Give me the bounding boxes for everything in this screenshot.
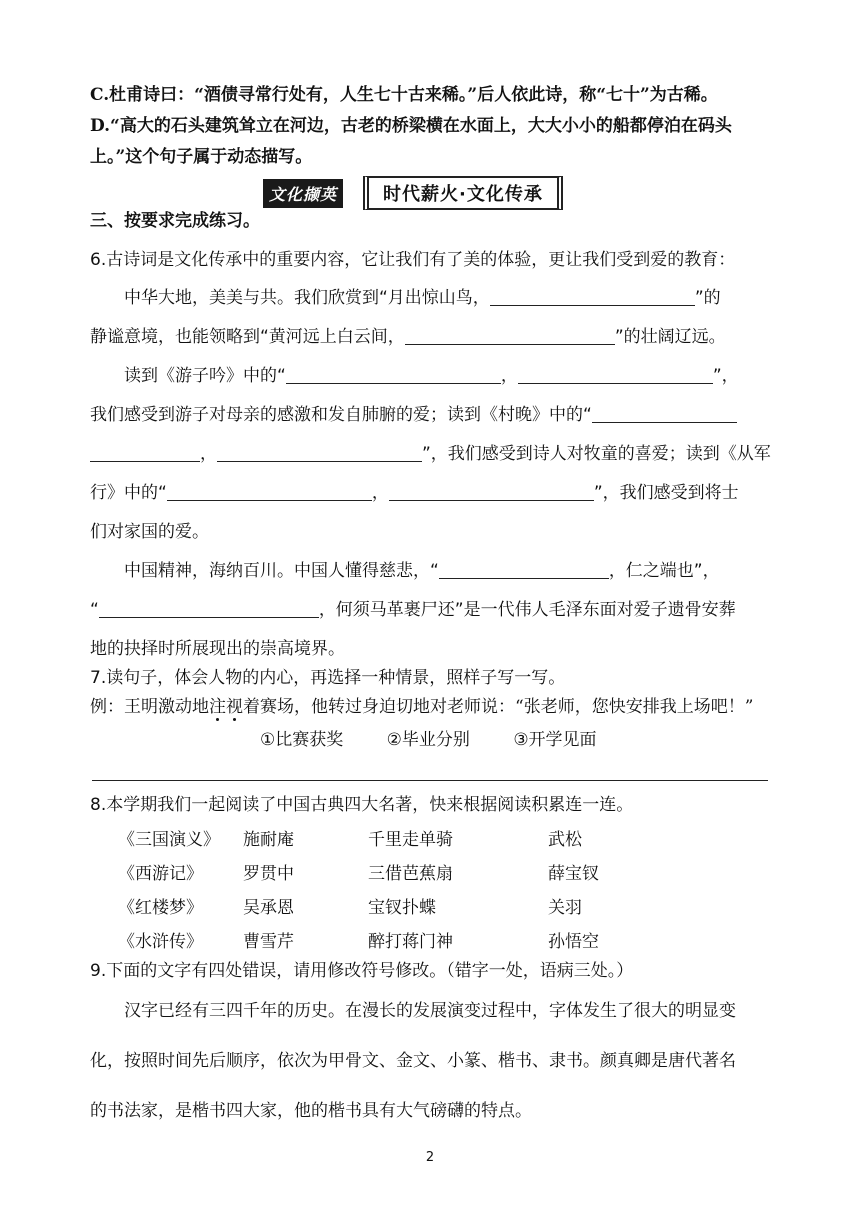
author[interactable]: 施耐庵 (243, 829, 294, 850)
q7-options (260, 725, 635, 750)
q6-line1: 中华大地，美美与共。我们欣赏到“月出惊山鸟， ”的 (124, 288, 721, 308)
option-c: C.杜甫诗曰：“酒债寻常行处有，人生七十古来稀。”后人依此诗，称“七十”为古稀。 (90, 85, 718, 105)
answer-blank[interactable] (405, 326, 615, 345)
matching-grid (118, 820, 628, 956)
character[interactable]: 武松 (548, 829, 582, 850)
answer-blank[interactable] (389, 482, 594, 501)
q6-line4: 我们感受到游子对母亲的感激和发自肺腑的爱；读到《村晚》中的“ (90, 402, 737, 428)
character[interactable]: 薛宝钗 (548, 863, 599, 884)
book-title[interactable]: 《红楼梦》 (118, 897, 203, 918)
q8-title: 8.本学期我们一起阅读了中国古典四大名著，快来根据阅读积累连一连。 (90, 795, 634, 815)
option-school-start[interactable]: ③开学见面 (513, 730, 597, 750)
answer-blank[interactable] (167, 482, 372, 501)
section-heading: 三、按要求完成练习。 (90, 211, 260, 231)
option-award[interactable]: ①比赛获奖 (260, 730, 344, 750)
q6-line9: “ ，何须马革裹尸还”是一代伟人毛泽东面对爱子遗骨安葬 (90, 600, 736, 620)
q6-line2: 静谧意境，也能领略到“黄河远上白云间， ”的壮阔辽远。 (90, 327, 726, 347)
q9-title: 9.下面的文字有四处错误，请用修改符号修改。（错字一处，语病三处。） (90, 961, 634, 981)
answer-blank[interactable] (439, 560, 609, 579)
q9-text-line1: 汉字已经有三四千年的历史。在漫长的发展演变过程中，字体发生了很大的明显变 (124, 1001, 736, 1021)
story[interactable]: 三借芭蕉扇 (368, 863, 453, 884)
q6-line3: 读到《游子吟》中的“ ， ”， (124, 366, 739, 386)
book-title[interactable]: 《三国演义》 (118, 829, 220, 850)
q6-intro: 6.古诗词是文化传承中的重要内容，它让我们有了美的体验，更让我们受到爱的教育： (90, 250, 736, 270)
option-d-line1: D.“高大的石头建筑耸立在河边，古老的桥梁横在水面上，大大小小的船都停泊在码头 (90, 116, 732, 136)
section-banner (263, 176, 563, 210)
matching-row (118, 922, 628, 956)
answer-blank[interactable] (286, 365, 501, 384)
character[interactable]: 关羽 (548, 897, 582, 918)
q6-line7: 们对家国的爱。 (90, 522, 209, 542)
matching-row (118, 888, 628, 922)
book-title[interactable]: 《西游记》 (118, 863, 203, 884)
option-graduation[interactable]: ②毕业分别 (386, 730, 470, 750)
page-number: 2 (425, 1150, 435, 1165)
story[interactable]: 宝钗扑蝶 (368, 897, 436, 918)
banner-title: 时代薪火·文化传承 (363, 176, 563, 210)
option-d-line2: 上。”这个句子属于动态描写。 (90, 147, 313, 167)
matching-row (118, 854, 628, 888)
answer-blank[interactable] (99, 599, 319, 618)
q6-line6: 行》中的“ ， ”，我们感受到将士 (90, 483, 739, 503)
story[interactable]: 千里走单骑 (368, 829, 453, 850)
answer-blank[interactable] (490, 287, 695, 306)
matching-row (118, 820, 628, 854)
banner-stamp: 文化撷英 (263, 179, 343, 208)
q7-title: 7.读句子，体会人物的内心，再选择一种情景，照样子写一写。 (90, 668, 566, 688)
q7-example: 例：王明激动地注视着赛场，他转过身迫切地对老师说：“张老师，您快安排我上场吧！” (90, 697, 754, 717)
author[interactable]: 吴承恩 (243, 897, 294, 918)
q9-text-line2: 化，按照时间先后顺序，依次为甲骨文、金文、小篆、楷书、隶书。颜真卿是唐代著名 (90, 1051, 736, 1071)
story[interactable]: 醉打蒋门神 (368, 931, 453, 952)
answer-blank[interactable] (592, 404, 737, 423)
author[interactable]: 罗贯中 (243, 863, 294, 884)
answer-blank[interactable] (518, 365, 713, 384)
book-title[interactable]: 《水浒传》 (118, 931, 203, 952)
answer-line[interactable] (92, 780, 768, 781)
q9-text-line3: 的书法家，是楷书四大家，他的楷书具有大气磅礴的特点。 (90, 1101, 532, 1121)
q6-line5: ， ”，我们感受到诗人对牧童的喜爱；读到《从军 (90, 441, 771, 467)
author[interactable]: 曹雪芹 (243, 931, 294, 952)
answer-blank[interactable] (90, 443, 200, 462)
character[interactable]: 孙悟空 (548, 931, 599, 952)
q6-line10: 地的抉择时所展现出的崇高境界。 (90, 639, 345, 659)
answer-blank[interactable] (217, 443, 422, 462)
q6-line8: 中国精神，海纳百川。中国人懂得慈悲，“ ，仁之端也”， (124, 561, 720, 581)
